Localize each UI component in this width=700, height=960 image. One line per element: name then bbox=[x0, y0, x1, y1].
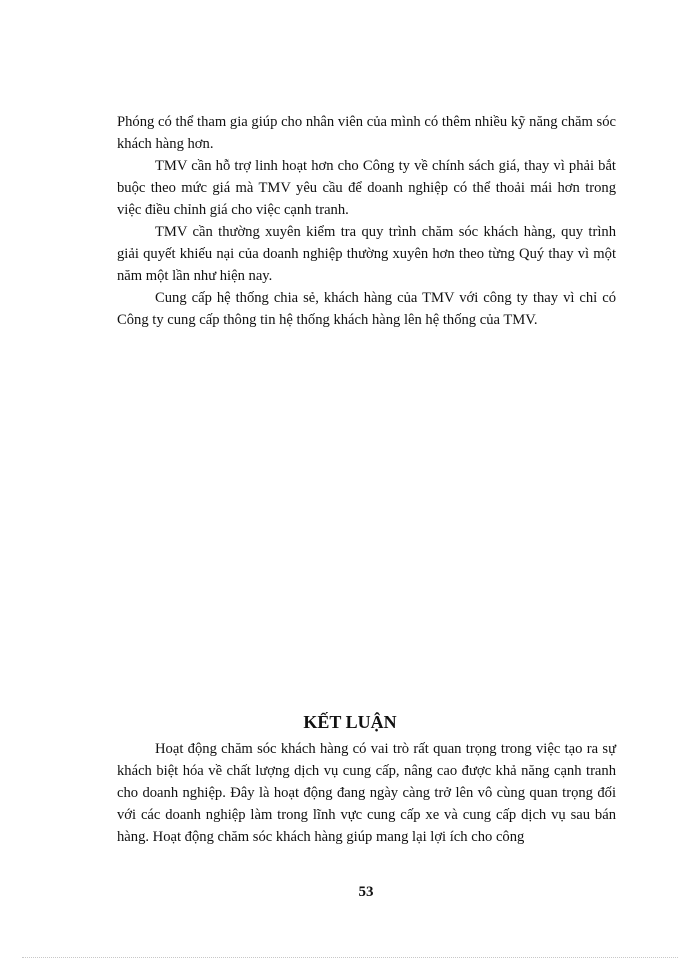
conclusion-heading: KẾT LUẬN bbox=[303, 712, 397, 732]
paragraph-process-inspection: TMV cần thường xuyên kiểm tra quy trình chăm sóc khách hàng, quy trình giải quyết khiếu nại của doanh nghiệp thường xuyên hơn theo từng Quý thay vì một năm một lần như hiện nay. bbox=[117, 224, 616, 284]
conclusion-paragraph: Hoạt động chăm sóc khách hàng có vai trò rất quan trọng trong việc tạo ra sự khách biệt hóa về chất lượng dịch vụ cung cấp, nâng cao được khả năng cạnh tranh cho doanh nghiệp. Đây là hoạt động đang ngày càng trở lên vô cùng quan trọng đối với các doanh nghiệp làm trong lĩnh vực cung cấp xe và cung cấp dịch vụ sau bán hàng. Hoạt động chăm sóc khách hàng giúp mang lại lợi ích cho công bbox=[117, 741, 616, 845]
paragraph-continuation: Phóng có thể tham gia giúp cho nhân viên của mình có thêm nhiều kỹ năng chăm sóc khách hàng hơn. bbox=[117, 114, 616, 152]
page-number: 53 bbox=[358, 884, 374, 900]
paragraph-pricing-policy: TMV cần hỗ trợ linh hoạt hơn cho Công ty về chính sách giá, thay vì phải bắt buộc theo mức giá mà TMV yêu cầu để doanh nghiệp có thể thoải mái hơn trong việc điều chỉnh giá cho việc cạnh tranh. bbox=[117, 158, 616, 218]
page-bottom-divider bbox=[22, 957, 678, 958]
paragraph-information-sharing: Cung cấp hệ thống chia sẻ, khách hàng của TMV với công ty thay vì chỉ có Công ty cung cấp thông tin hệ thống khách hàng lên hệ thống của TMV. bbox=[117, 290, 616, 328]
